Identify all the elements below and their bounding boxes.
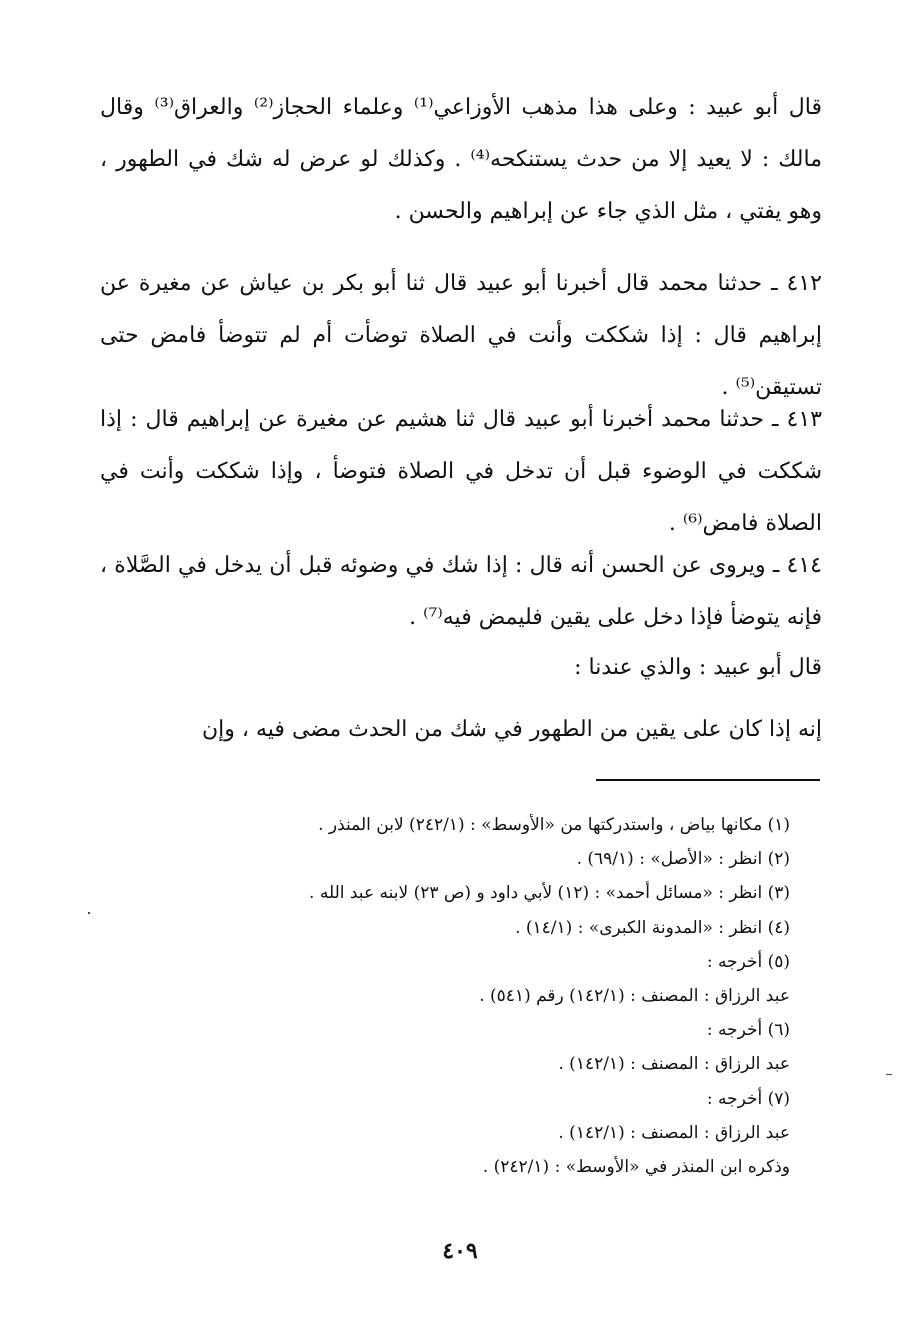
footnote-line: عبد الرزاق : المصنف : (١٤٢/١) . (558, 1054, 790, 1075)
footnote-line: (٥) أخرجه : (706, 951, 790, 972)
footnote-divider (596, 779, 820, 781)
footnotes-list (180, 808, 790, 1184)
footnote-line: (١) مكانها بياض ، واستدركتها من «الأوسط» : (٢٤٢/١) لابن المنذر . (318, 815, 790, 835)
page-number: ٤٠٩ (442, 1238, 478, 1264)
footnote-line: (٢) انظر : «الأصل» : (٦٩/١) . (576, 849, 790, 870)
paragraph-414: ٤١٤ ـ ويروى عن الحسن أنه قال : إذا شك في وضوئه قبل أن يدخل في الصَّلاة ، فإنه يتوضأ فإذا دخل على يقين فليمض فيه⁽⁷⁾ . (100, 553, 822, 630)
footnote-line: (٧) أخرجه : (706, 1088, 790, 1109)
scan-speck (88, 912, 90, 914)
footnote-line: وذكره ابن المنذر في «الأوسط» : (٢٤٢/١) . (482, 1156, 790, 1177)
paragraph-413: ٤١٣ ـ حدثنا محمد أخبرنا أبو عبيد قال ثنا هشيم عن مغيرة عن إبراهيم قال : إذا شككت في الوضوء قبل أن تدخل في الصلاة فتوضأ ، وإذا شككت وأنت في الصلاة فامض⁽⁶⁾ . (100, 407, 822, 536)
footnote-line: (٣) انظر : «مسائل أحمد» : (١٢) لأبي داود و (ص ٢٣) لابنه عبد الله . (309, 883, 790, 904)
paragraph-abu-ubaid-opinion: قال أبو عبيد : وعلى هذا مذهب الأوزاعي⁽¹⁾ وعلماء الحجاز⁽²⁾ والعراق⁽³⁾ وقال مالك : لا يعيد إلا من حدث يستنكحه⁽⁴⁾ . وكذلك لو عرض له شك في الطهور ، وهو يفتي ، مثل الذي جاء عن إبراهيم والحسن . (100, 95, 822, 224)
footnote-line: عبد الرزاق : المصنف : (١٤٢/١) رقم (٥٤١) . (479, 985, 790, 1006)
paragraph-continuation: إنه إذا كان على يقين من الطهور في شك من الحدث مضى فيه ، وإن (202, 717, 822, 742)
paragraph-412: ٤١٢ ـ حدثنا محمد قال أخبرنا أبو عبيد قال ثنا أبو بكر بن عياش عن مغيرة عن إبراهيم قال : إذا شككت وأنت في الصلاة توضأت أم لم تتوضأ فامض حتى تستيقن⁽⁵⁾ . (100, 271, 822, 400)
paragraph-abu-ubaid-conclusion: قال أبو عبيد : والذي عندنا : (574, 655, 822, 680)
footnote-line: (٦) أخرجه : (706, 1020, 790, 1041)
footnote-line: عبد الرزاق : المصنف : (١٤٢/١) . (558, 1122, 790, 1143)
footnote-line: (٤) انظر : «المدونة الكبرى» : (١٤/١) . (515, 917, 790, 938)
scan-speck (886, 1074, 892, 1075)
